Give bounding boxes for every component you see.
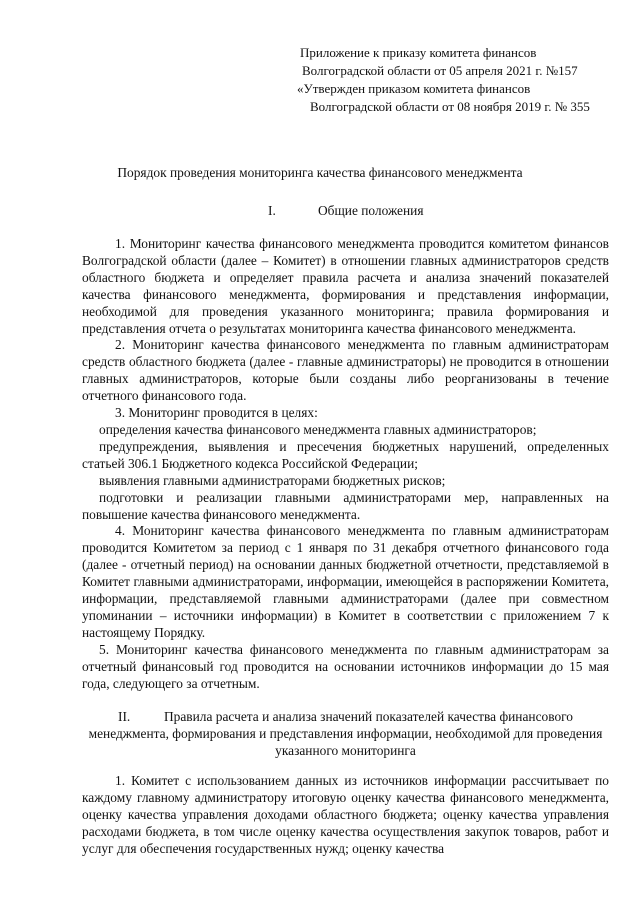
section-1-body bbox=[82, 236, 609, 692]
paragraph: определения качества финансового менеджмента главных администраторов; bbox=[99, 421, 537, 437]
section-1-heading bbox=[268, 203, 424, 219]
paragraph: 4. Мониторинг качества финансового менеджмента по главным администраторам проводится Комитетом за период с 1 января по 31 декабря отчетного финансового года (далее - отчетный период) на основании данных бюджетной отчетности, представляемой в Комитет главными администраторами, информации, имеющейся в распоряжении Комитета, информации, представляемой главными администраторами (далее при совместном упоминании – источники информации) в Комитет в соответствии с приложением 7 к настоящему Порядку. bbox=[82, 523, 609, 640]
section-2-body bbox=[82, 772, 609, 857]
paragraph: подготовки и реализации главными администраторами мер, направленных на повышение качества финансового менеджмента. bbox=[82, 489, 609, 522]
paragraph: 1. Комитет с использованием данных из источников информации рассчитывает по каждому главному администратору итоговую оценку качества финансового менеджмента, оценку качества управления доходами областного бюджета; оценку качества управления расходами бюджета, в том числе оценку качества осуществления закупок товаров, работ и услуг для обеспечения государственных нужд; оценку качества bbox=[82, 773, 609, 856]
paragraph: 5. Мониторинг качества финансового менеджмента по главным администраторам за отчетный финансовый год проводится на основании источников информации до 15 мая года, следующего за отчетным. bbox=[82, 641, 609, 691]
section-1-number: I. bbox=[268, 203, 276, 218]
header-line-2: Волгоградской области от 05 апреля 2021 г. №157 bbox=[302, 63, 578, 78]
paragraph: 2. Мониторинг качества финансового менеджмента по главным администраторам средств областного бюджета (далее - главные администраторы) не проводится в отношении главных администраторов, которые были созданы либо реорганизованы в течение отчетного финансового года. bbox=[82, 337, 609, 404]
header-line-3: «Утвержден приказом комитета финансов bbox=[297, 81, 531, 96]
section-1-title: Общие положения bbox=[318, 203, 424, 218]
document-header bbox=[297, 44, 617, 116]
section-2-heading bbox=[82, 708, 609, 759]
header-line-4: Волгоградской области от 08 ноября 2019 г. № 355 bbox=[310, 99, 590, 114]
paragraph: выявления главными администраторами бюджетных рисков; bbox=[99, 472, 446, 488]
paragraph: 1. Мониторинг качества финансового менеджмента проводится комитетом финансов Волгоградской области (далее – Комитет) в отношении главных администраторов средств областного бюджета и определяет правила расчета и анализа значений показателей качества финансового менеджмента, формирования и представления информации, необходимой для проведения указанного мониторинга; правила формирования и представления отчета о результатах мониторинга качества финансового менеджмента. bbox=[82, 236, 609, 336]
section-2-title: Правила расчета и анализа значений показателей качества финансового менеджмента, формирования и представления информации, необходимой для проведения указанного мониторинга bbox=[88, 709, 603, 758]
header-line-1: Приложение к приказу комитета финансов bbox=[300, 45, 537, 60]
section-2-number: II. bbox=[118, 709, 131, 724]
document-title: Порядок проведения мониторинга качества финансового менеджмента bbox=[117, 165, 523, 180]
paragraph: 3. Мониторинг проводится в целях: bbox=[115, 405, 318, 421]
paragraph: предупреждения, выявления и пресечения бюджетных нарушений, определенных статьей 306.1 Бюджетного кодекса Российской Федерации; bbox=[82, 438, 609, 471]
